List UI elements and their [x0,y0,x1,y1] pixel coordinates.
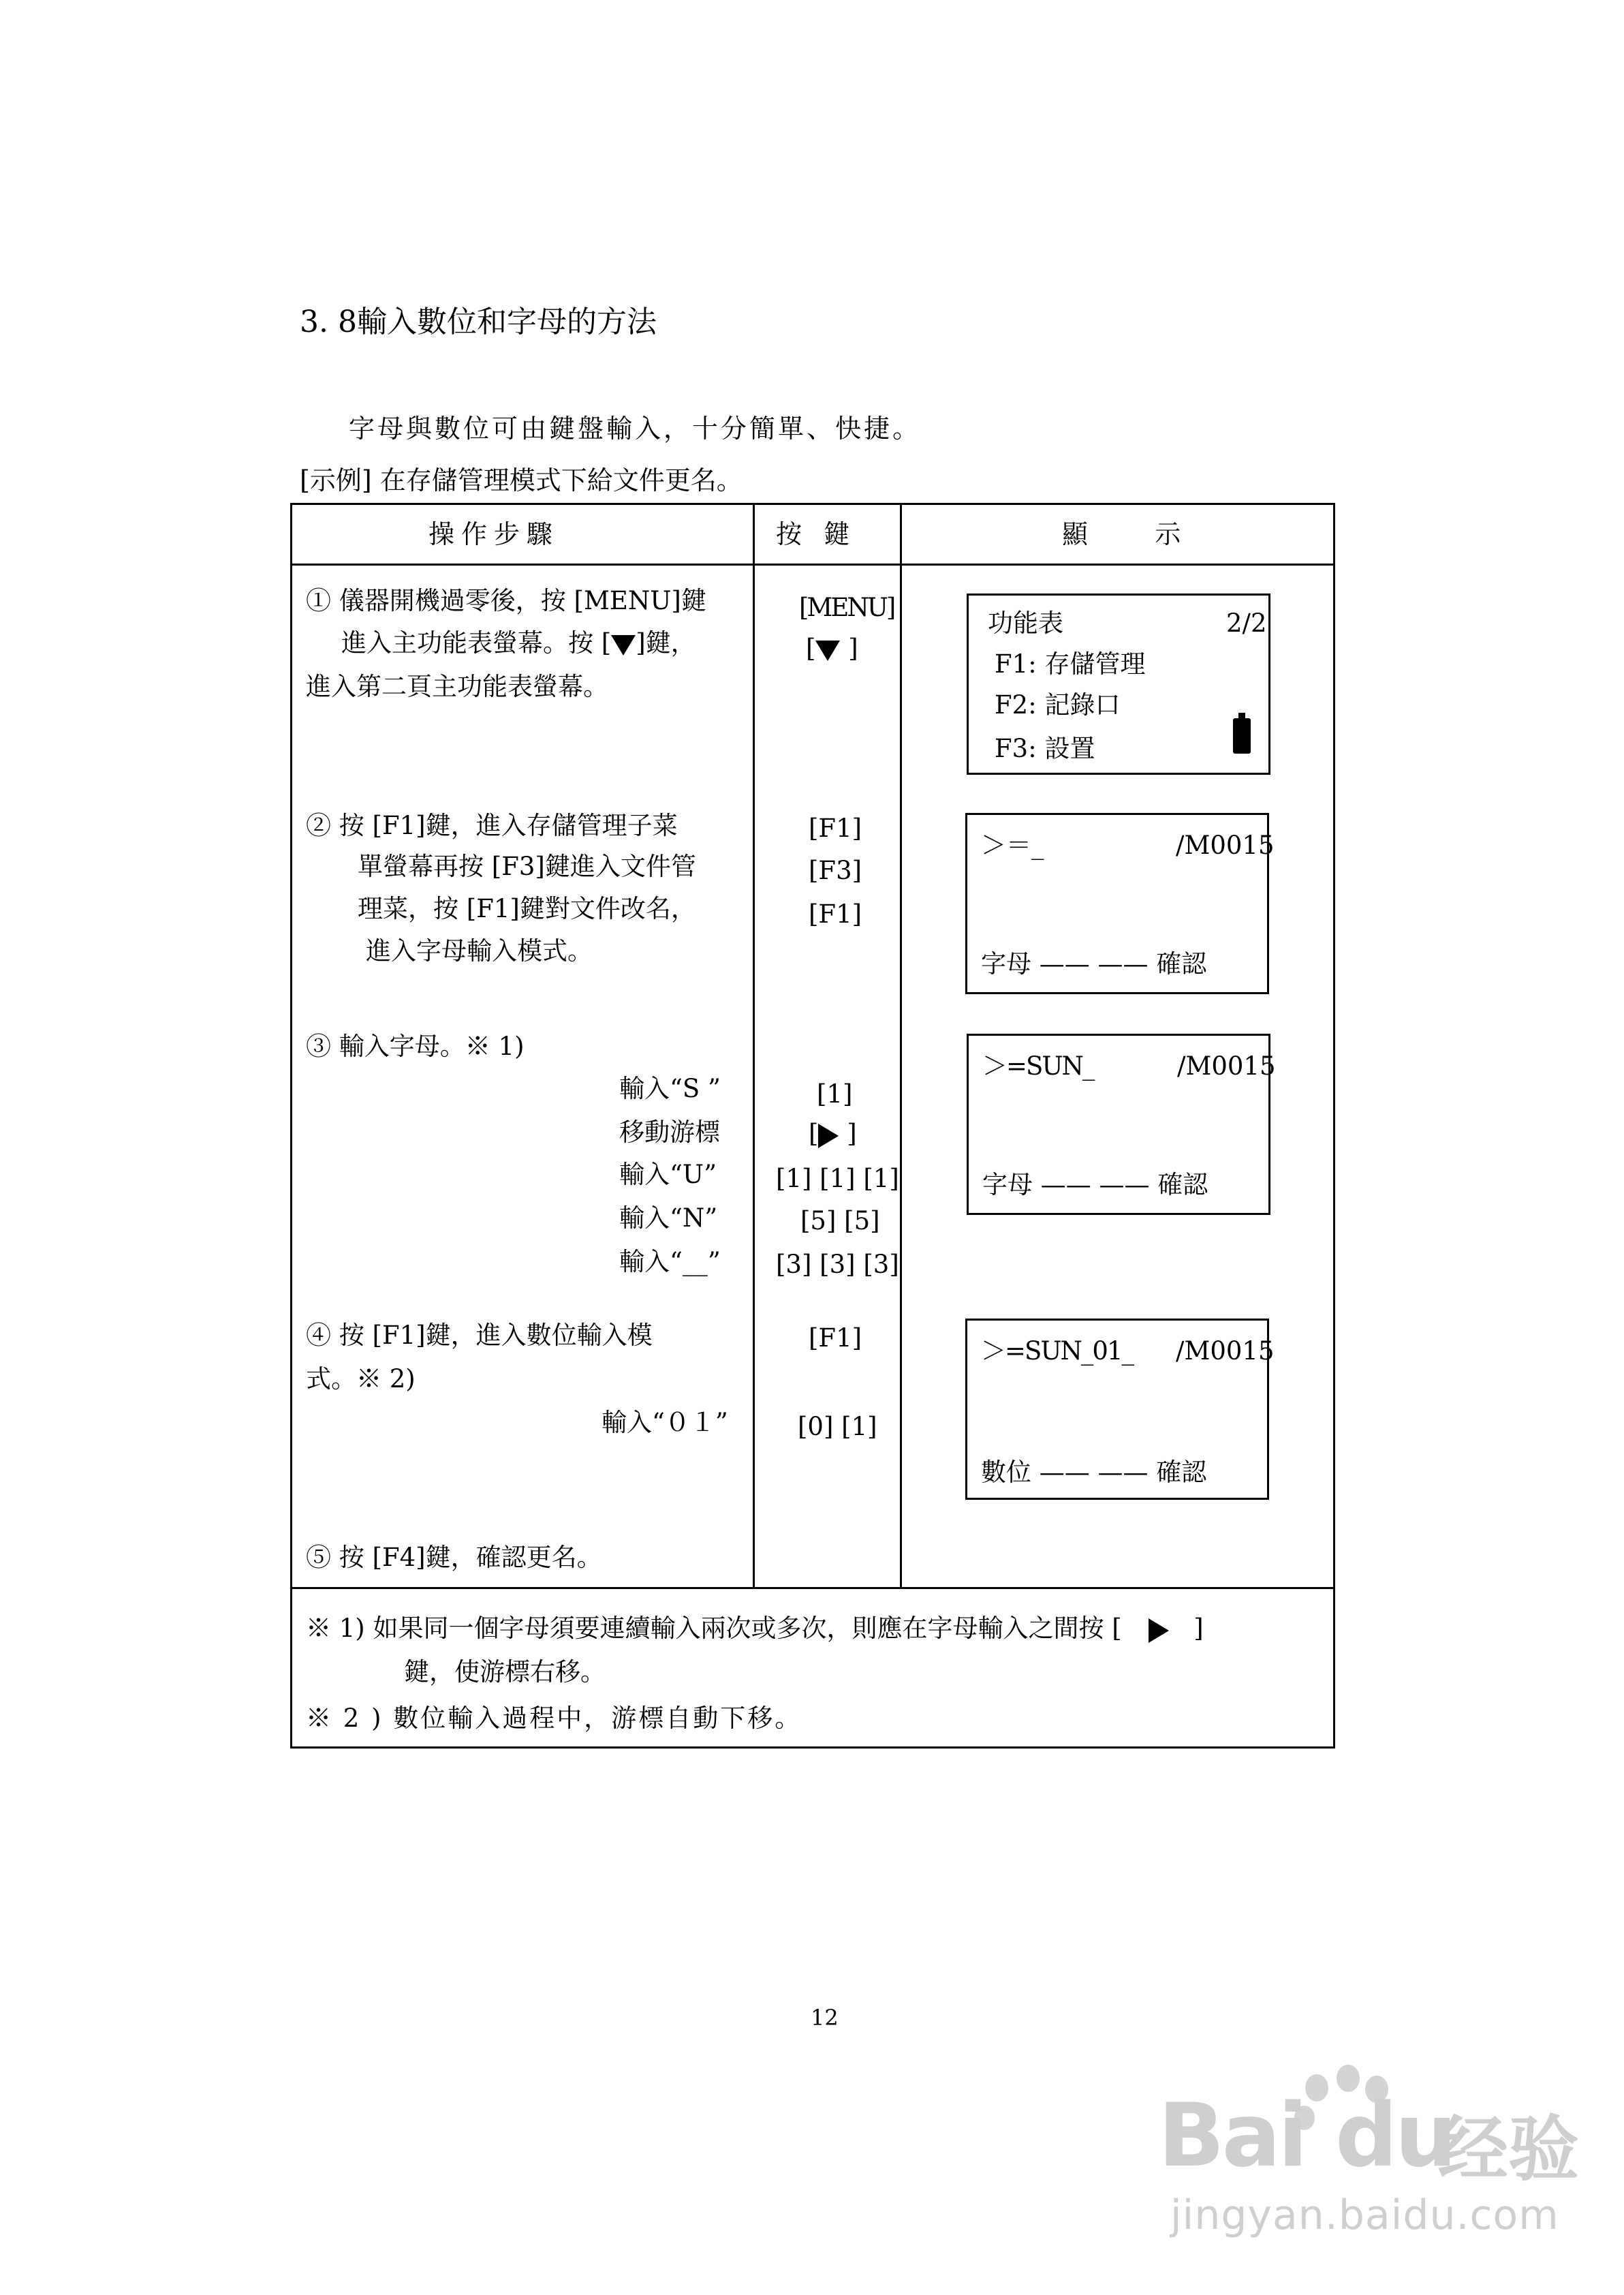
down-arrow-icon [611,635,636,656]
step1-key-menu: [MENU] [799,593,894,622]
step1-line1: ① 儀器開機過零後，按 [MENU]鍵 [306,586,706,615]
intro-text: 字母與數位可由鍵盤輸入，十分簡單、快捷。 [349,414,922,444]
lcd-f3: F3: 設置 [995,734,1095,763]
lcd-prompt: ＞=SUN_ [982,1051,1094,1081]
lcd-f1: F1: 存儲管理 [995,649,1146,679]
watermark-brand2: du [1335,2085,1454,2187]
step2-key-f1: [F1] [809,814,862,843]
lcd-letter-screen-2 [967,1034,1276,1215]
step4-line1: ④ 按 [F1]鍵，進入數位輸入模 [306,1321,653,1350]
step3-input-underscore: 輸入“__” [619,1247,721,1276]
note1-line1: ※ 1) 如果同一個字母須要連續輸入兩次或多次，則應在字母輸入之間按 [ ] [306,1614,1204,1643]
note1-line2: 鍵，使游標右移。 [404,1657,606,1686]
header-keys: 按 鍵 [776,519,857,549]
step4-line2: 式。※ 2) [306,1364,416,1393]
header-divider [292,564,1333,566]
step3-input-n: 輸入“N” [619,1203,718,1233]
step1-line3: 進入第二頁主功能表螢幕。 [306,672,608,701]
lcd-f2: F2: 記錄口 [995,690,1121,720]
step2-line3: 理菜，按 [F1]鍵對文件改名， [358,894,696,923]
step4-key-01: [0] [1] [798,1412,877,1441]
step3-key-right: [ ] [809,1119,857,1148]
lcd-letter-screen-1 [965,813,1275,994]
step3-move-cursor: 移動游標 [619,1118,720,1147]
watermark-url: jingyan.baidu.com [1170,2191,1559,2239]
step4-key-f1: [F1] [809,1323,862,1353]
step1-line2 [341,630,696,656]
lcd-title: 功能表 [988,609,1063,638]
lcd-footer: 字母 —— —— 確認 [982,1170,1208,1199]
step1-line2b: ]鍵， [636,628,696,658]
lcd-page: 2/2 [1226,609,1267,638]
step3-input-u: 輸入“U” [619,1160,717,1189]
watermark-brand: Bai [1158,2085,1305,2187]
section-heading: 3. 8輸入數位和字母的方法 [300,305,657,339]
column-divider-2 [900,505,902,1587]
step2-key-f3: [F3] [809,856,862,885]
step3-title: ③ 輸入字母。※ 1) [306,1032,525,1061]
step1-key-down: [ ] [806,634,858,663]
right-arrow-icon [818,1124,839,1148]
page-number: 12 [811,2005,839,2031]
notes-divider [292,1587,1333,1589]
step2-key-f1b: [F1] [809,899,862,929]
lcd-file: /M0015 [1177,1051,1276,1081]
lcd-file: /M0015 [1176,1336,1275,1366]
step2-line2: 單螢幕再按 [F3]鍵進入文件管 [358,852,696,881]
step5-line: ⑤ 按 [F4]鍵，確認更名。 [306,1543,602,1572]
step2-line1: ② 按 [F1]鍵，進入存儲管理子菜 [306,811,678,840]
note2: ※ 2 ) 數位輸入過程中，游標自動下移。 [306,1704,802,1733]
step2-line4: 進入字母輸入模式。 [366,936,593,966]
step3-key-111: [1] [1] [1] [776,1164,899,1193]
down-arrow-icon [815,641,840,661]
lcd-prompt: ＞=SUN_01_ [981,1336,1133,1366]
step3-input-s: 輸入“S ” [619,1074,721,1103]
procedure-table [290,503,1335,1749]
lcd-number-screen [965,1319,1275,1500]
paw-icon [1305,2074,1328,2101]
lcd-footer: 數位 —— —— 確認 [981,1458,1207,1487]
right-arrow-icon [1149,1618,1169,1643]
column-divider-1 [753,505,755,1587]
step3-key-333: [3] [3] [3] [776,1250,899,1279]
example-caption: [示例] 在存儲管理模式下給文件更名。 [300,465,743,495]
header-steps: 操作步驟 [428,519,560,549]
watermark-cn: 经验 [1437,2108,1580,2191]
lcd-prompt: ＞＝_ [981,831,1044,860]
step3-key-55: [5] [5] [800,1206,880,1235]
battery-icon [1233,718,1251,754]
step4-input-01: 輸入“０１” [602,1408,728,1437]
step3-key-1: [1] [817,1079,853,1109]
lcd-footer: 字母 —— —— 確認 [981,949,1207,979]
lcd-menu-screen [967,594,1270,775]
header-display: 顯 示 [1062,519,1188,549]
lcd-file: /M0015 [1176,831,1275,860]
step1-line2a: 進入主功能表螢幕。按 [ [341,628,612,658]
